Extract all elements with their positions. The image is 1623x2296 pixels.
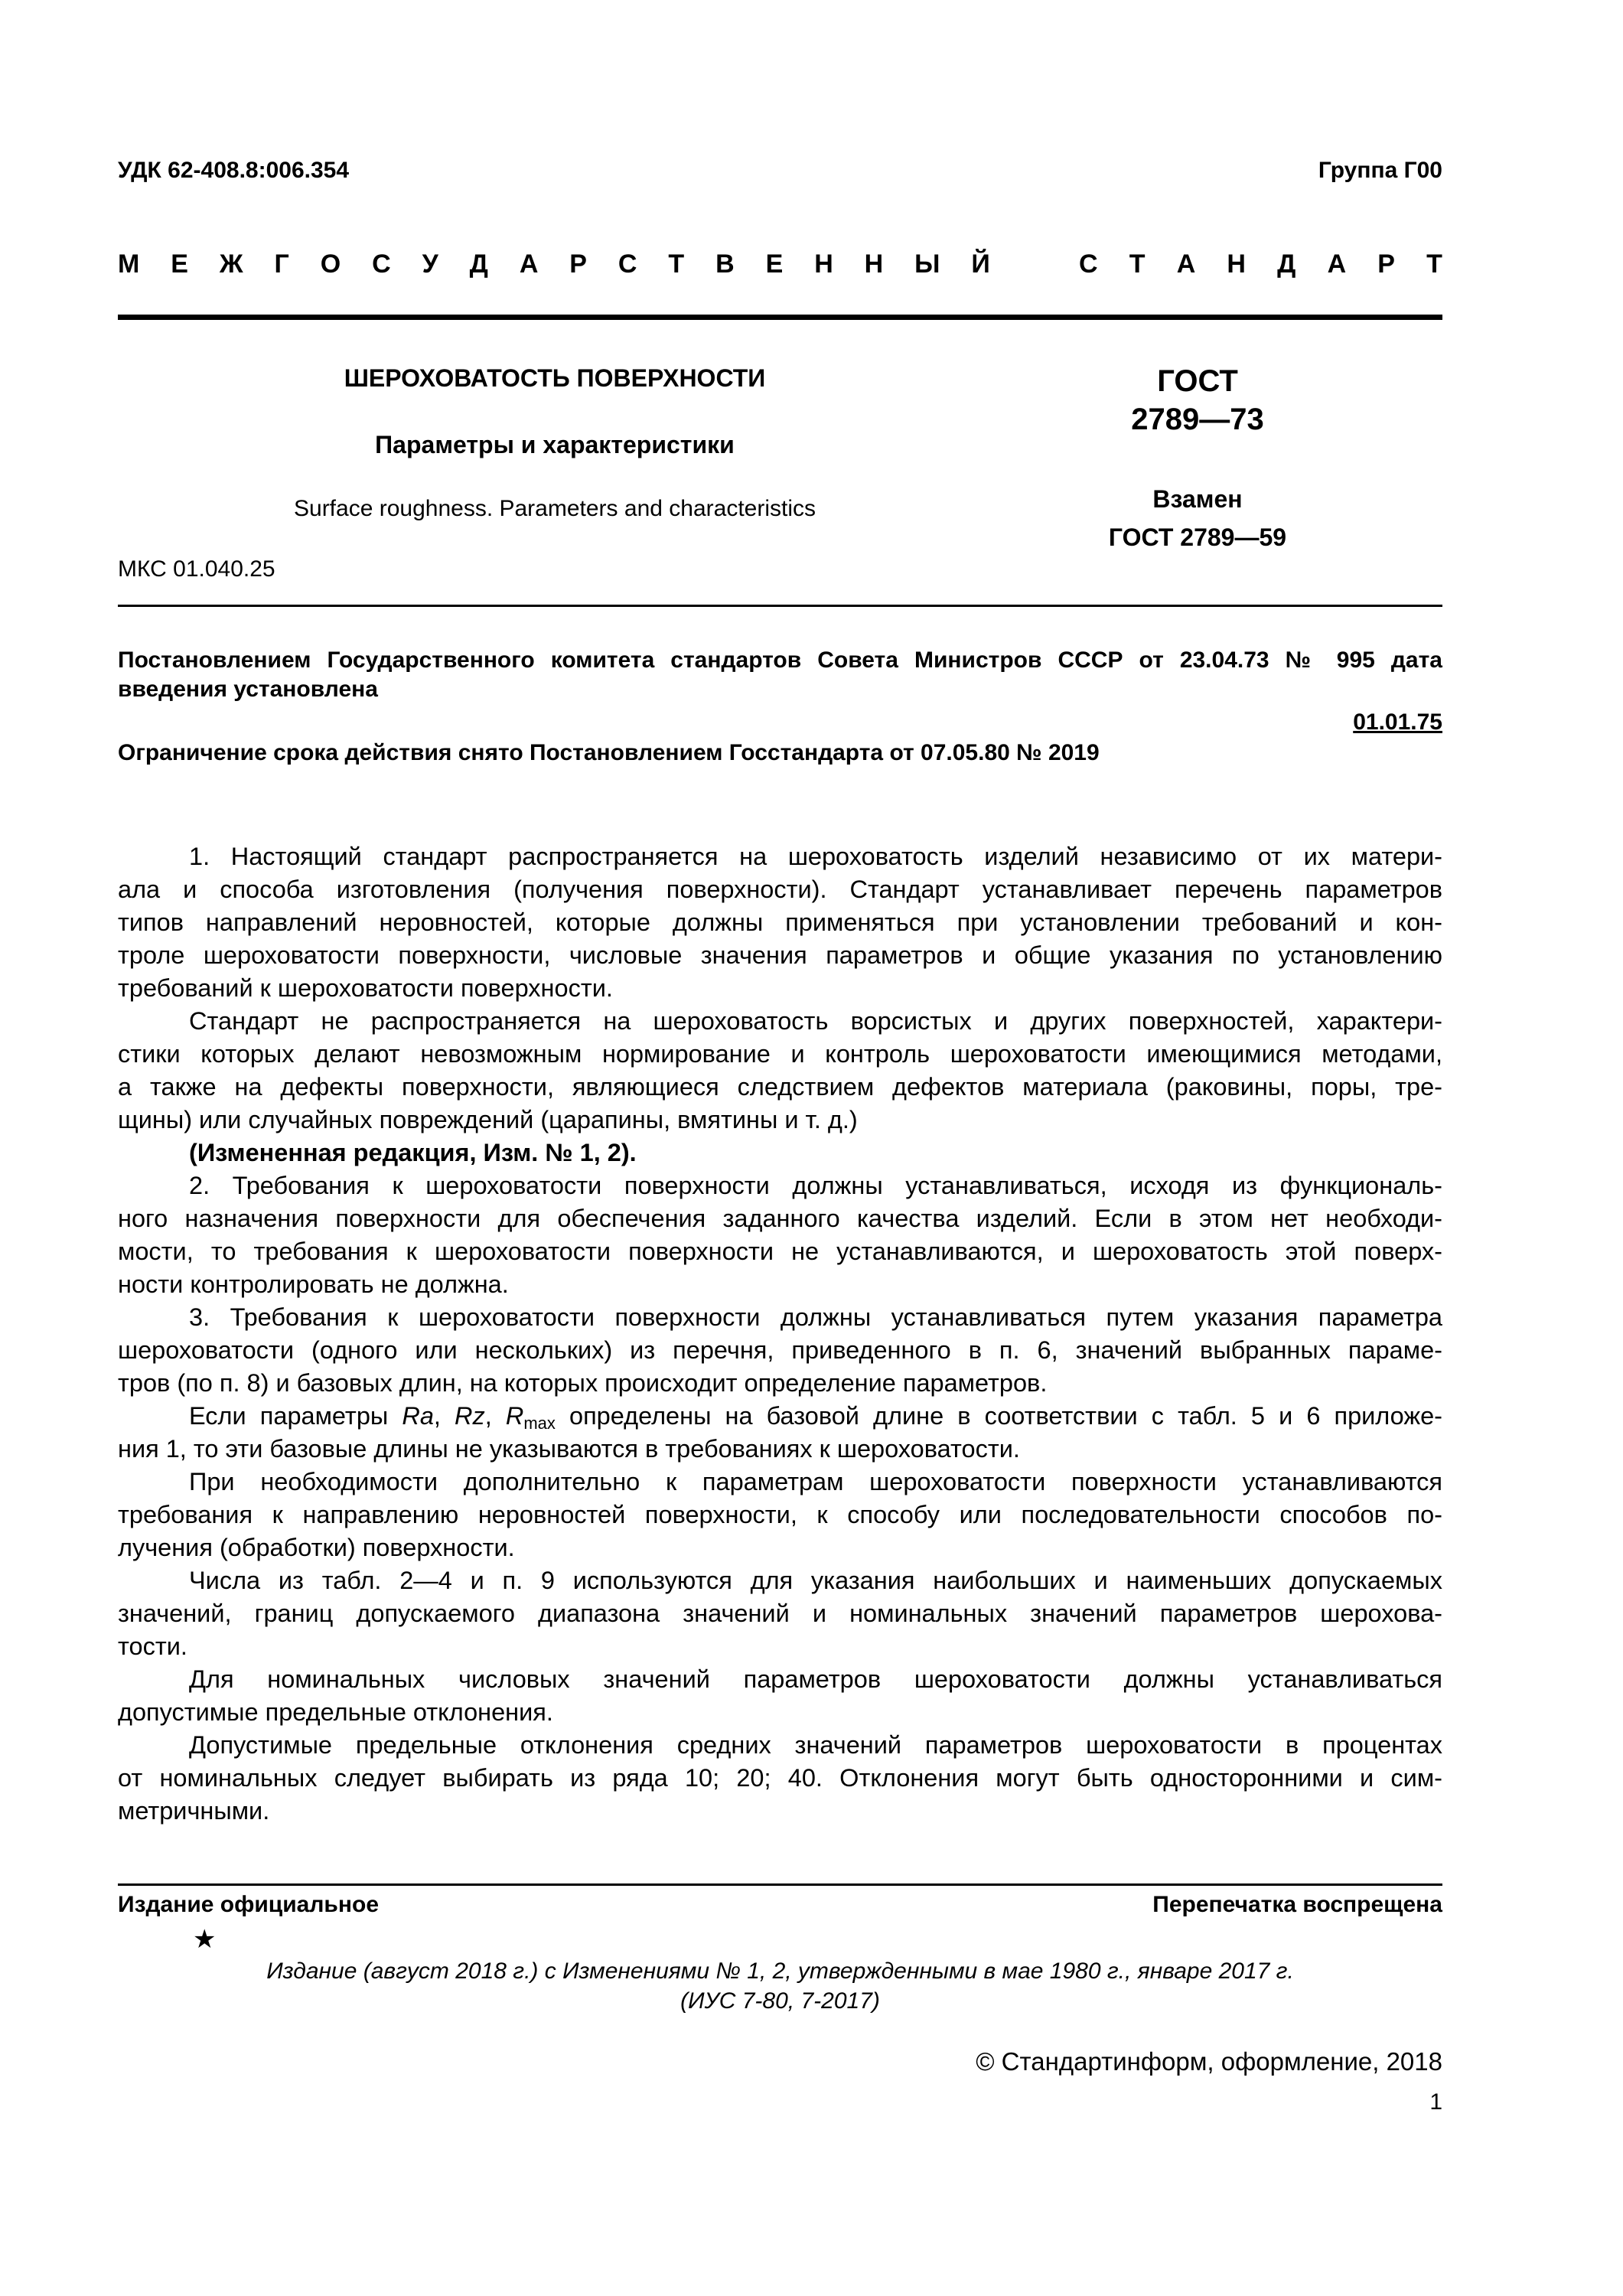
banner-letter: Е: [765, 249, 784, 279]
banner-letter: Ж: [219, 249, 243, 279]
document-subtitle: Параметры и характеристики: [375, 431, 735, 458]
banner-letter: В: [715, 249, 735, 279]
body-line: лучения (обработки) поверхности.: [118, 1534, 515, 1561]
body-line: от номинальных следует выбирать из ряда 10; 20; 40. Отклонения могут быть односторонними и сим-: [118, 1764, 1442, 1792]
banner-letter: Т: [668, 249, 685, 279]
line-segment: ,: [433, 1402, 455, 1430]
page-number: 1: [1429, 2089, 1442, 2115]
banner-letter: Н: [814, 249, 833, 279]
banner-letter: Н: [1227, 249, 1246, 279]
body-line: тости.: [118, 1632, 187, 1660]
official-edition-label: Издание официальное: [118, 1892, 380, 1917]
edition-info-line-1: Издание (август 2018 г.) с Изменениями № 1, 2, утвержденными в мае 1980 г., январе 2017 г.: [266, 1958, 1294, 1984]
reprint-prohibited-label: Перепечатка воспрещена: [1152, 1892, 1442, 1917]
english-title: Surface roughness. Parameters and characteristics: [294, 496, 816, 521]
parameter-symbol: Rz: [455, 1402, 485, 1430]
decree-line-2: введения установлена: [118, 677, 378, 702]
banner-letter: Е: [171, 249, 188, 279]
banner-letter: С: [618, 249, 637, 279]
mks-code: МКС 01.040.25: [118, 556, 275, 582]
banner-letter: С: [1079, 249, 1098, 279]
body-line: требований к шероховатости поверхности.: [118, 974, 613, 1002]
body-line: [118, 1400, 1442, 1433]
line-segment: Если параметры: [189, 1402, 402, 1430]
parameter-symbol: Ra: [402, 1402, 434, 1430]
banner-word-standard: [1079, 249, 1442, 279]
body-line: Для номинальных числовых значений параметров шероховатости должны устанавливаться: [189, 1665, 1442, 1693]
body-line: стики которых делают невозможным нормирование и контроль шероховатости имеющимися методами,: [118, 1040, 1442, 1068]
banner-letter: М: [118, 249, 140, 279]
body-line: ного назначения поверхности для обеспечения заданного качества изделий. Если в этом нет необходи-: [118, 1205, 1442, 1232]
banner-letter: У: [422, 249, 438, 279]
banner-letter: А: [1176, 249, 1196, 279]
line-segment: определены на базовой длине в соответствии с табл. 5 и 6 приложе-: [555, 1402, 1442, 1430]
gost-number: 2789—73: [1131, 403, 1264, 436]
body-line: 3. Требования к шероховатости поверхности должны устанавливаться путем указания параметра: [189, 1303, 1442, 1331]
body-line: тров (по п. 8) и базовых длин, на которых происходит определение параметров.: [118, 1369, 1048, 1397]
edition-info-line-2: (ИУС 7-80, 7-2017): [680, 1988, 880, 2014]
banner-letter: А: [519, 249, 539, 279]
body-line: ния 1, то эти базовые длины не указываются в требованиях к шероховатости.: [118, 1435, 1020, 1463]
star-icon: ★: [193, 1925, 217, 1954]
body-line: а также на дефекты поверхности, являющиеся следствием дефектов материала (раковины, поры, тре-: [118, 1073, 1442, 1101]
banner-letter: Т: [1426, 249, 1442, 279]
body-line: Допустимые предельные отклонения средних значений параметров шероховатости в процентах: [189, 1731, 1442, 1759]
header-divider: [118, 315, 1442, 320]
banner-letter: А: [1327, 249, 1347, 279]
banner-letter: Ы: [914, 249, 940, 279]
body-line: метричными.: [118, 1797, 270, 1825]
document-title: ШЕРОХОВАТОСТЬ ПОВЕРХНОСТИ: [344, 364, 766, 392]
footer-divider: [118, 1883, 1442, 1886]
decree-line-1: Постановлением Государственного комитета стандартов Совета Министров СССР от 23.04.73 № 995 дата: [118, 647, 1442, 673]
banner-letter: О: [320, 249, 341, 279]
body-line: (Измененная редакция, Изм. № 1, 2).: [189, 1139, 637, 1166]
group-code: Группа Г00: [1318, 158, 1442, 183]
banner-letter: Д: [1277, 249, 1296, 279]
body-line: Стандарт не распространяется на шероховатость ворсистых и других поверхностей, характери-: [189, 1007, 1442, 1035]
body-line: ала и способа изготовления (получения поверхности). Стандарт устанавливает перечень параметров: [118, 876, 1442, 903]
interstate-standard-banner: [118, 249, 1442, 279]
body-line: 2. Требования к шероховатости поверхности должны устанавливаться, исходя из функциональ-: [189, 1172, 1442, 1199]
banner-word-interstate: [118, 249, 990, 279]
body-line: шероховатости (одного или нескольких) из перечня, приведенного в п. 6, значений выбранных параме-: [118, 1336, 1442, 1364]
body-line: 1. Настоящий стандарт распространяется на шероховатость изделий независимо от их матери-: [189, 843, 1442, 870]
title-divider: [118, 605, 1442, 607]
subscript-text: max: [523, 1414, 556, 1433]
body-text: [118, 840, 1442, 1828]
replaces-number: ГОСТ 2789—59: [1108, 523, 1287, 551]
effective-date: 01.01.75: [1353, 709, 1442, 735]
udk-code: УДК 62-408.8:006.354: [118, 158, 350, 183]
body-line: мости, то требования к шероховатости поверхности не устанавливаются, и шероховатость этой поверх-: [118, 1238, 1442, 1265]
parameter-symbol: R: [505, 1402, 524, 1430]
banner-letter: Н: [864, 249, 884, 279]
body-line: требования к направлению неровностей поверхности, к способу или последовательности способов по-: [118, 1501, 1442, 1528]
body-line: значений, границ допускаемого диапазона значений и номинальных значений параметров шерохова-: [118, 1600, 1442, 1627]
gost-label: ГОСТ: [1157, 364, 1238, 398]
copyright: © Стандартинформ, оформление, 2018: [976, 2047, 1442, 2076]
body-line: троле шероховатости поверхности, числовые значения параметров и общие указания по установлению: [118, 941, 1442, 969]
banner-letter: Р: [569, 249, 587, 279]
line-segment: ,: [484, 1402, 506, 1430]
limitation-note: Ограничение срока действия снято Постановлением Госстандарта от 07.05.80 № 2019: [118, 740, 1100, 765]
banner-letter: Р: [1377, 249, 1395, 279]
banner-letter: Т: [1129, 249, 1146, 279]
body-line: При необходимости дополнительно к параметрам шероховатости поверхности устанавливаются: [189, 1468, 1442, 1495]
body-line: типов направлений неровностей, которые должны применяться при установлении требований и кон-: [118, 908, 1442, 936]
body-line: ности контролировать не должна.: [118, 1270, 509, 1298]
banner-letter: С: [372, 249, 391, 279]
banner-letter: Г: [274, 249, 289, 279]
body-line: допустимые предельные отклонения.: [118, 1698, 553, 1726]
banner-letter: Д: [469, 249, 488, 279]
body-line: щины) или случайных повреждений (царапины, вмятины и т. д.): [118, 1106, 858, 1133]
body-line: Числа из табл. 2—4 и п. 9 используются для указания наибольших и наименьших допускаемых: [189, 1567, 1442, 1594]
banner-letter: Й: [971, 249, 990, 279]
replaces-label: Взамен: [1152, 485, 1243, 513]
